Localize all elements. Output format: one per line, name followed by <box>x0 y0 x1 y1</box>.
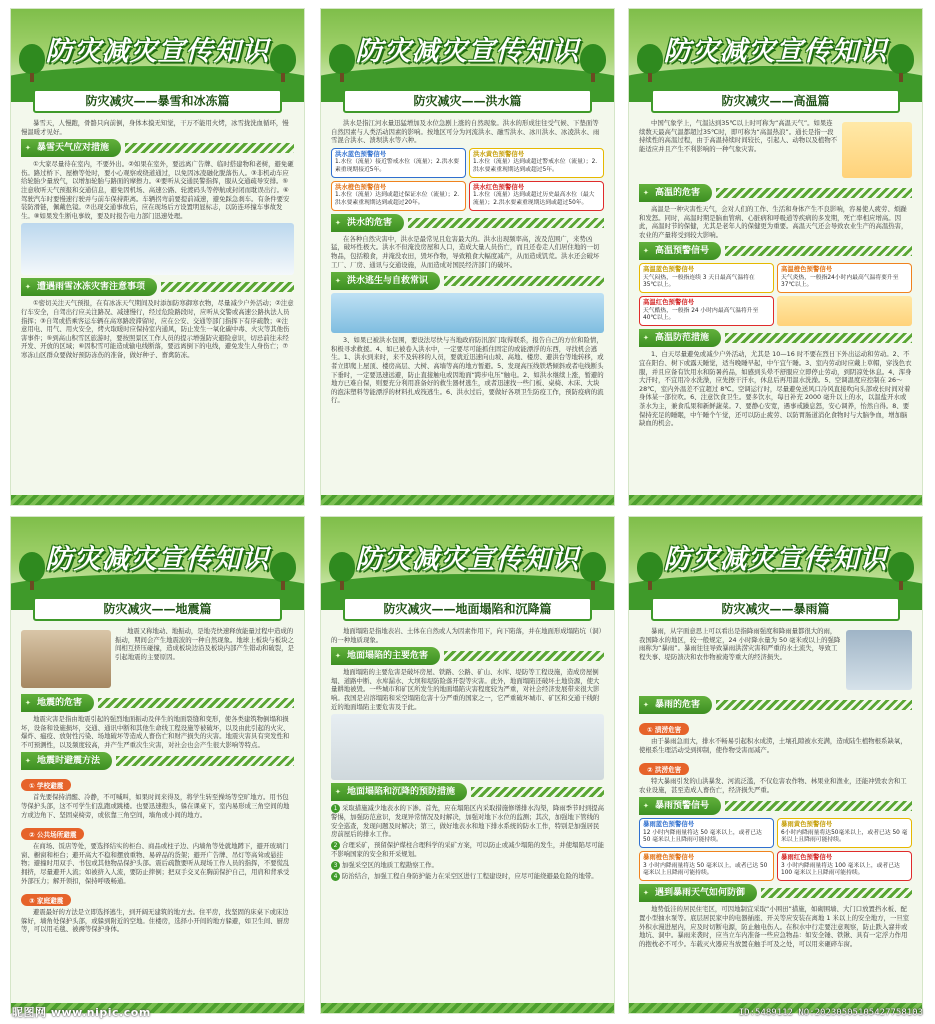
stripe-decoration <box>116 756 294 766</box>
intro-text: 地震又称地动、地振动，是地壳快速释放能量过程中造成的振动，期间会产生地震波的一种自然现象。地球上板块与板块之间相互挤压碰撞，造成板块边沿及板块内部产生错动和破裂，是引起地震的主要原因。 <box>115 627 294 661</box>
section-header <box>331 647 604 665</box>
alert-card-orange <box>777 263 912 293</box>
section-title: ✦ 地面塌陷和沉降的预防措施 <box>331 783 467 801</box>
stripe-decoration <box>716 700 912 710</box>
poster-content <box>639 627 912 1001</box>
heat-people-illustration <box>777 296 912 326</box>
banner <box>11 9 304 84</box>
stripe-decoration <box>125 143 294 153</box>
measure-item: 1 采取措施减少地表水的下渗。首先，应在塌陷区内采取措施修缮排水沟渠，降雨季节时到提高警惕，加强防范意识，发现异常情况及时解决，加强对地下水位的监测；其次，加强地下管线的安全巡查，发现问题及时解决；第三，做好地表水和地下排水系统的防水工作，特别是加强居民房前屋后的排水工作。 <box>331 804 604 839</box>
main-title: 防灾减灾宣传知识 <box>663 36 888 67</box>
section-title: ✦ 地震的危害 <box>21 694 94 712</box>
measure-item: 4 防治结合，加强工程自身防护能力在采空区进行工程建设时，应尽可能绕避最危险的地带。 <box>331 872 604 881</box>
alert-text: 1.水位（流量）接近警戒水位（流量）；2.洪水要素重现期接近5年。 <box>335 159 460 173</box>
alert-text: 12 小时内降雨量将达 50 毫米以上，或者已达 50 毫米以上且降雨可能持续。 <box>643 829 762 844</box>
alert-text: 1.水位（流量）达到或超过历史最高水位（最大流量）；2.洪水要素重现期达到或超过50年。 <box>473 192 595 206</box>
alert-text: 天气闷热，一般指连续 3 天日最高气温将在 35℃以上。 <box>643 274 755 289</box>
stripe-decoration <box>444 276 604 286</box>
alert-text: 1.水位（流量）达到或超过警戒水位（流量）；2.洪水要素重现期达到或超过5年。 <box>473 159 598 173</box>
poster-snow-ice <box>10 8 305 506</box>
poster-subtitle: 防灾减灾——洪水篇 <box>343 89 592 113</box>
poster-subsidence <box>320 516 615 1014</box>
poster-flood <box>320 8 615 506</box>
section-text: 3、如果已被洪水包围，要设法尽快与当地政府防汛部门取得联系，报告自己的方位和险情，积极寻求救援。4、如已被卷入洪水中，一定要尽可能抓住固定的或能漂浮的东西，寻找机会逃生。1、洪水到来时，来不及转移的人员，要就近迅速向山坡、高地、楼房、避洪台等地转移，或者立即爬上屋顶、楼房高层、大树、高墙等高的地方暂避。5、发现高压线铁塔倾斜或者电线断头下垂时，一定要迅速远避，防止直接触电或因地面“跨步电压”触电。2、如洪水继续上涨，暂避的地方已难自保，则要充分利用准备好的救生器材逃生，或者迅速找一些门板、桌椅、木床、大块的泡沫塑料等能漂浮的材料扎成筏逃生。6、洪水过后，要做好各项卫生防疫工作，预防疫病的流行。 <box>331 336 604 405</box>
alert-card-blue <box>639 263 774 293</box>
alert-name: 洪水红色预警信号 <box>473 182 525 191</box>
section-header <box>639 242 912 260</box>
section-text: 地势低洼的居民住宅区，可因地制宜采取“小围田”措施，如砌围墙、大门口放置挡水板、配置小型抽水泵等。底层居民家中的电器插座、开关等应安装在离地 1 米以上的安全地方，一旦室外积水漫进屋内，应及时切断电源，防止触电伤人。在积水中行走要注意观察，防止跌入窨井或地坑、洞中。暴雨来袭时，应当立车内准备一些应急物品：如安全锤、铁锹、具有一定浮力作用的抱枕必不可少。车载灭火器应当放置在触手可及之处，可以用来砸碎车窗。 <box>639 905 910 948</box>
alert-card-blue <box>639 818 774 848</box>
alert-text: 3 小时内降雨量将达 50 毫米以上，或者已达 50 毫米以上且降雨可能持续。 <box>643 862 768 877</box>
section-text: 1、白天尽量避免或减少户外活动，尤其是 10—16 时不要在烈日下外出运动和劳动。2、不宜在阳台、树下或露天睡觉，适当晚睡早起，中午宜午睡。3、室内劳动时应戴上草帽，穿浅色衣服，并且应备有饮用水和防暑药品，如感到头晕不舒服应立即停止劳动，到阴凉处休息。4、浑身大汗时，不宜用冷水洗澡，应先擦干汗水，休息后再用温水洗澡。5、空调温度应控制在 26～28℃，室内外温差不宜超过 8℃。空调运行时，尽量避免送风口冷风直接吹向头部或长时间对着身体某一部位吹。6、注意饮食卫生。要多饮水，每日补充 2000 毫升以上的水，以温盐开水或茶水为主，兼食瓜果和新鲜蔬菜。7、要静心安宽，遇事戒躁息怒，安心调养，怡然自得。8、要保持充足的睡眠，中午睡个午觉，还可以防止疲劳、以防胃肠道消化食物时与大脑争血，增加脑缺血的机会。 <box>639 350 912 428</box>
stripe-decoration <box>725 333 912 343</box>
stripe-decoration <box>716 188 912 198</box>
section-text: 在各种自然灾害中，洪水是最常见且危害最大的。洪水出现频率高，波及范围广，来势凶猛，破坏性极大。洪水不但淹没房屋和人口，造成大量人员伤亡，而且还卷走人们居住地的一切物品，包括粮食，并淹没农田，毁坏作物，导致粮食大幅度减产，从而造成饥荒。洪水还会破坏工厂、厂房、通讯与交通设施，从而造成对国民经济部门的破坏。 <box>331 234 600 269</box>
section-header <box>639 184 912 202</box>
alert-name: 暴雨橙色预警信号 <box>643 853 695 862</box>
intro-text: 地面塌陷是指地表岩、土体在自然或人为因素作用下，向下陷落，并在地面形成塌陷坑（洞）的一种地质现象。 <box>331 627 602 644</box>
section-header <box>21 278 294 296</box>
subsection-pill: ② 公共场所避震 <box>21 828 84 840</box>
section-text: 地面塌陷的主要危害是破坏房屋、铁路、公路、矿山、水库、堤防等工程设施，造成房屋倒塌、道路中断、水库漏水、大坝和堤防险落开裂等灾害。此外，地面塌陷还破坏土地资源，使大量耕地被毁。一些城市和矿区所发生的地面塌陷灾害程度较为严重，对社会经济发展带来很大影响。我国是岩溶塌陷和采空塌陷危害十分严重的国家之一，它严重破坏城市、矿区和交通干线附近的地面塌陷主要危害及于此。 <box>331 668 600 711</box>
subsection-pill: ③ 家庭避震 <box>21 894 71 906</box>
section-title: ✦ 暴雪天气应对措施 <box>21 139 121 157</box>
section-title: ✦ 高温的危害 <box>639 184 712 202</box>
stripe-decoration <box>408 218 604 228</box>
alert-name: 暴雨红色预警信号 <box>781 853 833 862</box>
alert-text: 天气炎热，一般指24小时内最高气温将要升至37℃以上。 <box>781 274 899 289</box>
poster-subtitle: 防灾减灾——地面塌陷和沉降篇 <box>343 597 592 621</box>
section-title: ✦ 洪水逃生与自救常识 <box>331 272 440 290</box>
rainstorm-illustration <box>846 630 912 690</box>
section-header <box>639 884 912 902</box>
intro-text: 暴雪天，人慢跑，骨骼只向前倒，身体本摸无知觉，干万不能用火烤，冰雪拢洗血循环，慢慢温暖才见好。 <box>21 119 289 136</box>
intro-row <box>639 119 912 181</box>
section-text: ①密切关注天气预报，在有冰冻天气期间及时添加防寒御寒衣物，尽量减少户外活动；②注意行车安全，自驾出行应关注路况、减速慢行，经过危险路段时，应听从交警或高速公路执法人员指挥；③自驾或搭乘客运车辆在高寒路段滞留时，应在公安、交通等部门指挥下有序疏散；④注意用电、用气、用火安全，烤火取暖时应保持室内通风，防止发生一氧化碳中毒、火灾等其他伤害事件；⑤到高山积雪区旅游时，要按照景区工作人员的提示增强防灾避险意识，切忌前往未经开发、开放的区域；⑥因积雪可能造成输电线断落，要远离倒下的电线，避免发生人身伤亡；⑦寒冻山区群众要做好预防冻伤的准备，做好种子、畜禽防冻。 <box>21 299 294 359</box>
measure-item: 3 加强采空区的地质工程勘察工作。 <box>331 861 604 870</box>
section-title: ✦ 遇到暴雨天气如何防御 <box>639 884 757 902</box>
alert-grid <box>331 148 604 211</box>
alert-card-orange <box>639 851 774 881</box>
section-title: ✦ 洪水的危害 <box>331 214 404 232</box>
poster-content <box>21 627 294 1001</box>
sun-thermometer-illustration <box>842 122 912 178</box>
alert-name: 暴雨蓝色预警信号 <box>643 820 695 829</box>
intro-text: 中国气象学上，气温达到35℃以上时可称为“高温天气”。如果连续数天最高气温都超过35℃时，即可称为“高温热浪”。通长是指一段持续性的高温过程，由于高温持续时间较长，引起人、动物以及植物不能适应并且产生不利影响的一种气象灾害。 <box>639 119 838 153</box>
main-title: 防灾减灾宣传知识 <box>45 544 270 575</box>
subsection-pill: ① 学校避震 <box>21 779 71 791</box>
section-title: ✦ 地震时避震方法 <box>21 752 112 770</box>
subsection-text: 在商场、饭店等处，要选择结实的柜台、商品或柱子边、内墙角等处就地蹲下，避开玻璃门窗、橱窗和柜台；避开高大不稳和摆放重物、易碎品的货架；避开广告牌、吊灯等高耸或悬挂物；避撞时用双手、书包或其他物品保护头部。震后疏散要听从现场工作人员的指挥，不要慌乱拥挤，尽量避开人流；如被挤入人流，要防止摔倒；把双手交叉在胸前保护自己，用肩和背承受外部压力；解开领扣，保持呼吸畅通。 <box>21 842 290 885</box>
section-text: 地震灾害是指由地震引起的强烈地面振动及伴生的地面裂缝和变形，使各类建筑物倒塌和损坏，设备和设施损坏，交通、通讯中断和其他生命线工程设施等被破坏，以及由此引起的火灾、爆炸、瘟疫、放射性污染、场地破坏等造成人畜伤亡和财产损失的灾害。地震灾害具有突发性和不可预测性，以及频度较高，并产生严重次生灾害，对社会也会产生很大影响等特点。 <box>21 715 290 749</box>
section-header <box>331 272 604 290</box>
banner <box>321 9 614 84</box>
poster-content <box>639 119 912 493</box>
intro-text: 暴雨，从字面意思上可以看出是指降雨强度和降雨量都很大的雨，我国降水的地区，较一般规定，24 小时降水量为 50 毫米或以上的强降雨称为“暴雨”。暴雨往往导致暴雨洪涝灾害和严重的水土流失，导致工程失事、堤防溃决和农作物被淹等重大的经济损失。 <box>639 627 841 661</box>
main-title: 防灾减灾宣传知识 <box>355 544 580 575</box>
subsection-pill: ② 洪涝危害 <box>639 763 689 775</box>
alert-name: 暴雨黄色预警信号 <box>781 820 833 829</box>
poster-subtitle: 防灾减灾——暴雨篇 <box>651 597 900 621</box>
alert-name: 洪水橙色预警信号 <box>335 182 387 191</box>
alert-name: 洪水蓝色预警信号 <box>335 149 387 158</box>
alert-card-red <box>469 181 604 211</box>
section-header <box>21 752 294 770</box>
poster-content <box>331 119 604 493</box>
alert-name: 洪水黄色预警信号 <box>473 149 525 158</box>
section-header <box>639 696 912 714</box>
banner <box>629 9 922 84</box>
subsection-text: 特大暴雨引发的山洪暴发、河流泛滥，不仅危害农作物、林果业和渔业，还能冲毁农舍和工农业设施，甚至造成人畜伤亡，经济损失严重。 <box>639 777 907 794</box>
alert-card-yellow <box>777 818 912 848</box>
stripe-decoration <box>98 698 294 708</box>
alert-text: 1.水位（流量）达到或超过保证水位（流量）；2.洪水要素重现期达到或超过20年。 <box>335 192 460 206</box>
main-title: 防灾减灾宣传知识 <box>355 36 580 67</box>
section-title: ✦ 高温防范措施 <box>639 329 721 347</box>
alert-grid <box>639 263 912 326</box>
alert-text: 3 小时内降雨量将达 100 毫米以上，或者已达 100 毫米以上且降雨可能持续。 <box>781 862 900 877</box>
measure-text: 加强采空区的地质工程勘察工作。 <box>342 860 438 869</box>
banner <box>629 517 922 592</box>
measure-item: 2 合理采矿，预留保护煤柱合理科学的采矿方案，可以防止或减少塌陷的发生，并使塌陷尽可能不影响国家的安全和开采规划。 <box>331 840 604 858</box>
section-header <box>21 694 294 712</box>
alert-grid <box>639 818 912 881</box>
measure-text: 合理采矿，预留保护煤柱合理科学的采矿方案，可以防止或减少塌陷的发生，并使塌陷尽可能不影响国家的安全和开采规划。 <box>331 840 604 858</box>
section-header <box>639 329 912 347</box>
section-header <box>331 783 604 801</box>
poster-content <box>21 119 294 493</box>
intro-text: 洪水是指江河水量迅猛增加及水位急剧上涨的自然现象。洪水的形成往往受气候、下垫面等自然因素与人类活动因素的影响。按地区可分为河流洪水、融雪洪水、冰川洪水、冰凌洪水、雨雪混合洪水、溃坝洪水等六种。 <box>331 119 600 145</box>
image-id-label: ID:5489112 NO:20230505105427758103 <box>738 1008 923 1018</box>
alert-name: 高温红色预警信号 <box>643 298 695 307</box>
banner <box>321 517 614 592</box>
stripe-decoration <box>444 651 604 661</box>
alert-card-blue <box>331 148 466 178</box>
main-title: 防灾减灾宣传知识 <box>45 36 270 67</box>
snow-scene-illustration <box>21 223 294 275</box>
poster-subtitle: 防灾减灾——地震篇 <box>33 597 282 621</box>
section-title: ✦ 地面塌陷的主要危害 <box>331 647 440 665</box>
section-header <box>639 797 912 815</box>
stripe-decoration <box>725 801 912 811</box>
ground-collapse-illustration <box>331 714 604 780</box>
site-watermark: 昵图网 www.nipic.com <box>12 1006 151 1019</box>
earthquake-illustration <box>21 630 111 688</box>
poster-heat <box>628 8 923 506</box>
alert-text: 天气酷热，一般指 24 小时内最高气温将升至 40℃以上。 <box>643 307 759 322</box>
alert-card-red <box>777 851 912 881</box>
section-text: 高温是一种灾害性天气，会对人们的工作、生活和身体产生不良影响，容易使人疲劳、烦躁和发怒。同时，高温时期是脑血管病、心脏病和呼吸道等疾病的多发期，死亡率相应增高。因此，高温时节的保健，尤其是老年人的保健更为重要。高温天气还会导致农业生产的高温热害，农业的产量将受到较大影响。 <box>639 205 908 239</box>
intro-row <box>639 627 912 693</box>
measure-text: 防治结合，加强工程自身防护能力在采空区进行工程建设时，应尽可能绕避最危险的地带。 <box>342 871 598 880</box>
subsection-pill: ① 渍涝危害 <box>639 723 689 735</box>
section-text: ①大家尽量待在室内，不要外出。②如果在室外，要远离广告牌、临时搭建物和老树，避免砸伤。路过桥下、屋檐等处时，要小心观察或绕道通过，以免因冰凌融化脱落伤人。③非机动车应给轮胎少量放气，以增加轮胎与路面的摩擦力。④要听从交通民警指挥，服从交通疏导安排。⑤注意收听天气预报和交通信息，避免因机场、高速公路、轮渡码头等停航或封闭而耽误出行。⑥驾驶汽车时要慢速行驶并与前车保持距离。车辆拐弯前要提前减速，避免踩急刹车。有条件要安装防滑链，佩戴色镜。⑦出现交通事故后，应在现场后方设置明显标志，以防连环撞车事故发生。⑧如果发生断电事故，要及时报告电力部门迅速处理。 <box>21 160 294 220</box>
measure-text: 采取措施减少地表水的下渗。首先，应在塌陷区内采取措施修缮排水沟渠，降雨季节时到提高警惕，加强防范意识，发现异常情况及时解决，加强对地下水位的监测；其次，加强地下管线的安全巡查，发现问题及时解决；第三，做好地表水和地下排水系统的防水工作，特别是加强居民房前屋后的排水工作。 <box>331 804 604 839</box>
poster-subtitle: 防灾减灾——暴雪和冰冻篇 <box>33 89 282 113</box>
section-header <box>21 139 294 157</box>
section-title: ✦ 暴雨的危害 <box>639 696 712 714</box>
stripe-decoration <box>471 787 604 797</box>
section-title: ✦ 高温预警信号 <box>639 242 721 260</box>
main-title: 防灾减灾宣传知识 <box>663 544 888 575</box>
subsection-text: 首先要保持清醒、冷静，不可喊叫，如果时间来得及，将学生转至操场等空旷地方。用书包等保护头部，这不可学生们乱跑或跳楼。也要迅速抱头，躲在课桌下，室内易形成三角空间的地方或边角下、坚固桌椅旁，或依靠三角空间，墙角或小间的地方。 <box>21 793 290 819</box>
alert-card-yellow <box>469 148 604 178</box>
intro-row <box>21 627 294 691</box>
footer-band <box>11 495 304 505</box>
subsection-text: 由于暴雨急而大，排水不畅易引起积水成涝，土壤孔隙被水充满，造成陆生植物根系缺氧，使根系生理活动受到抑制，使作物受害而减产。 <box>639 737 907 754</box>
poster-earthquake <box>10 516 305 1014</box>
poster-rainstorm <box>628 516 923 1014</box>
stripe-decoration <box>161 282 294 292</box>
section-title: ✦ 遭遇雨雪冰冻灾害注意事项 <box>21 278 157 296</box>
alert-name: 高温橙色预警信号 <box>781 265 833 274</box>
section-header <box>331 214 604 232</box>
alert-name: 高温蓝色预警信号 <box>643 265 695 274</box>
alert-card-red <box>639 296 774 326</box>
footer-band <box>321 495 614 505</box>
footer-band <box>629 495 922 505</box>
poster-subtitle: 防灾减灾——高温篇 <box>651 89 900 113</box>
section-title: ✦ 暴雨预警信号 <box>639 797 721 815</box>
banner <box>11 517 304 592</box>
alert-card-orange <box>331 181 466 211</box>
flood-scene-illustration <box>331 293 604 333</box>
footer-band <box>321 1003 614 1013</box>
poster-content <box>331 627 604 1001</box>
alert-text: 6小时内降雨量将达50毫米以上，或者已达 50 毫米以上且降雨可能持续。 <box>781 829 908 844</box>
subsection-text: 避震最好的方法是立即选择逃生，到开阔无建筑的地方去。住平房，找坚固的床桌下或床边躲好，墙角处保护头部，或躲到附近的空地。住楼房，选择小开间的地方躲避，如卫生间、厨房等，可以用毛毯、被褥等保护身体。 <box>21 908 290 934</box>
stripe-decoration <box>761 888 912 898</box>
stripe-decoration <box>725 246 912 256</box>
